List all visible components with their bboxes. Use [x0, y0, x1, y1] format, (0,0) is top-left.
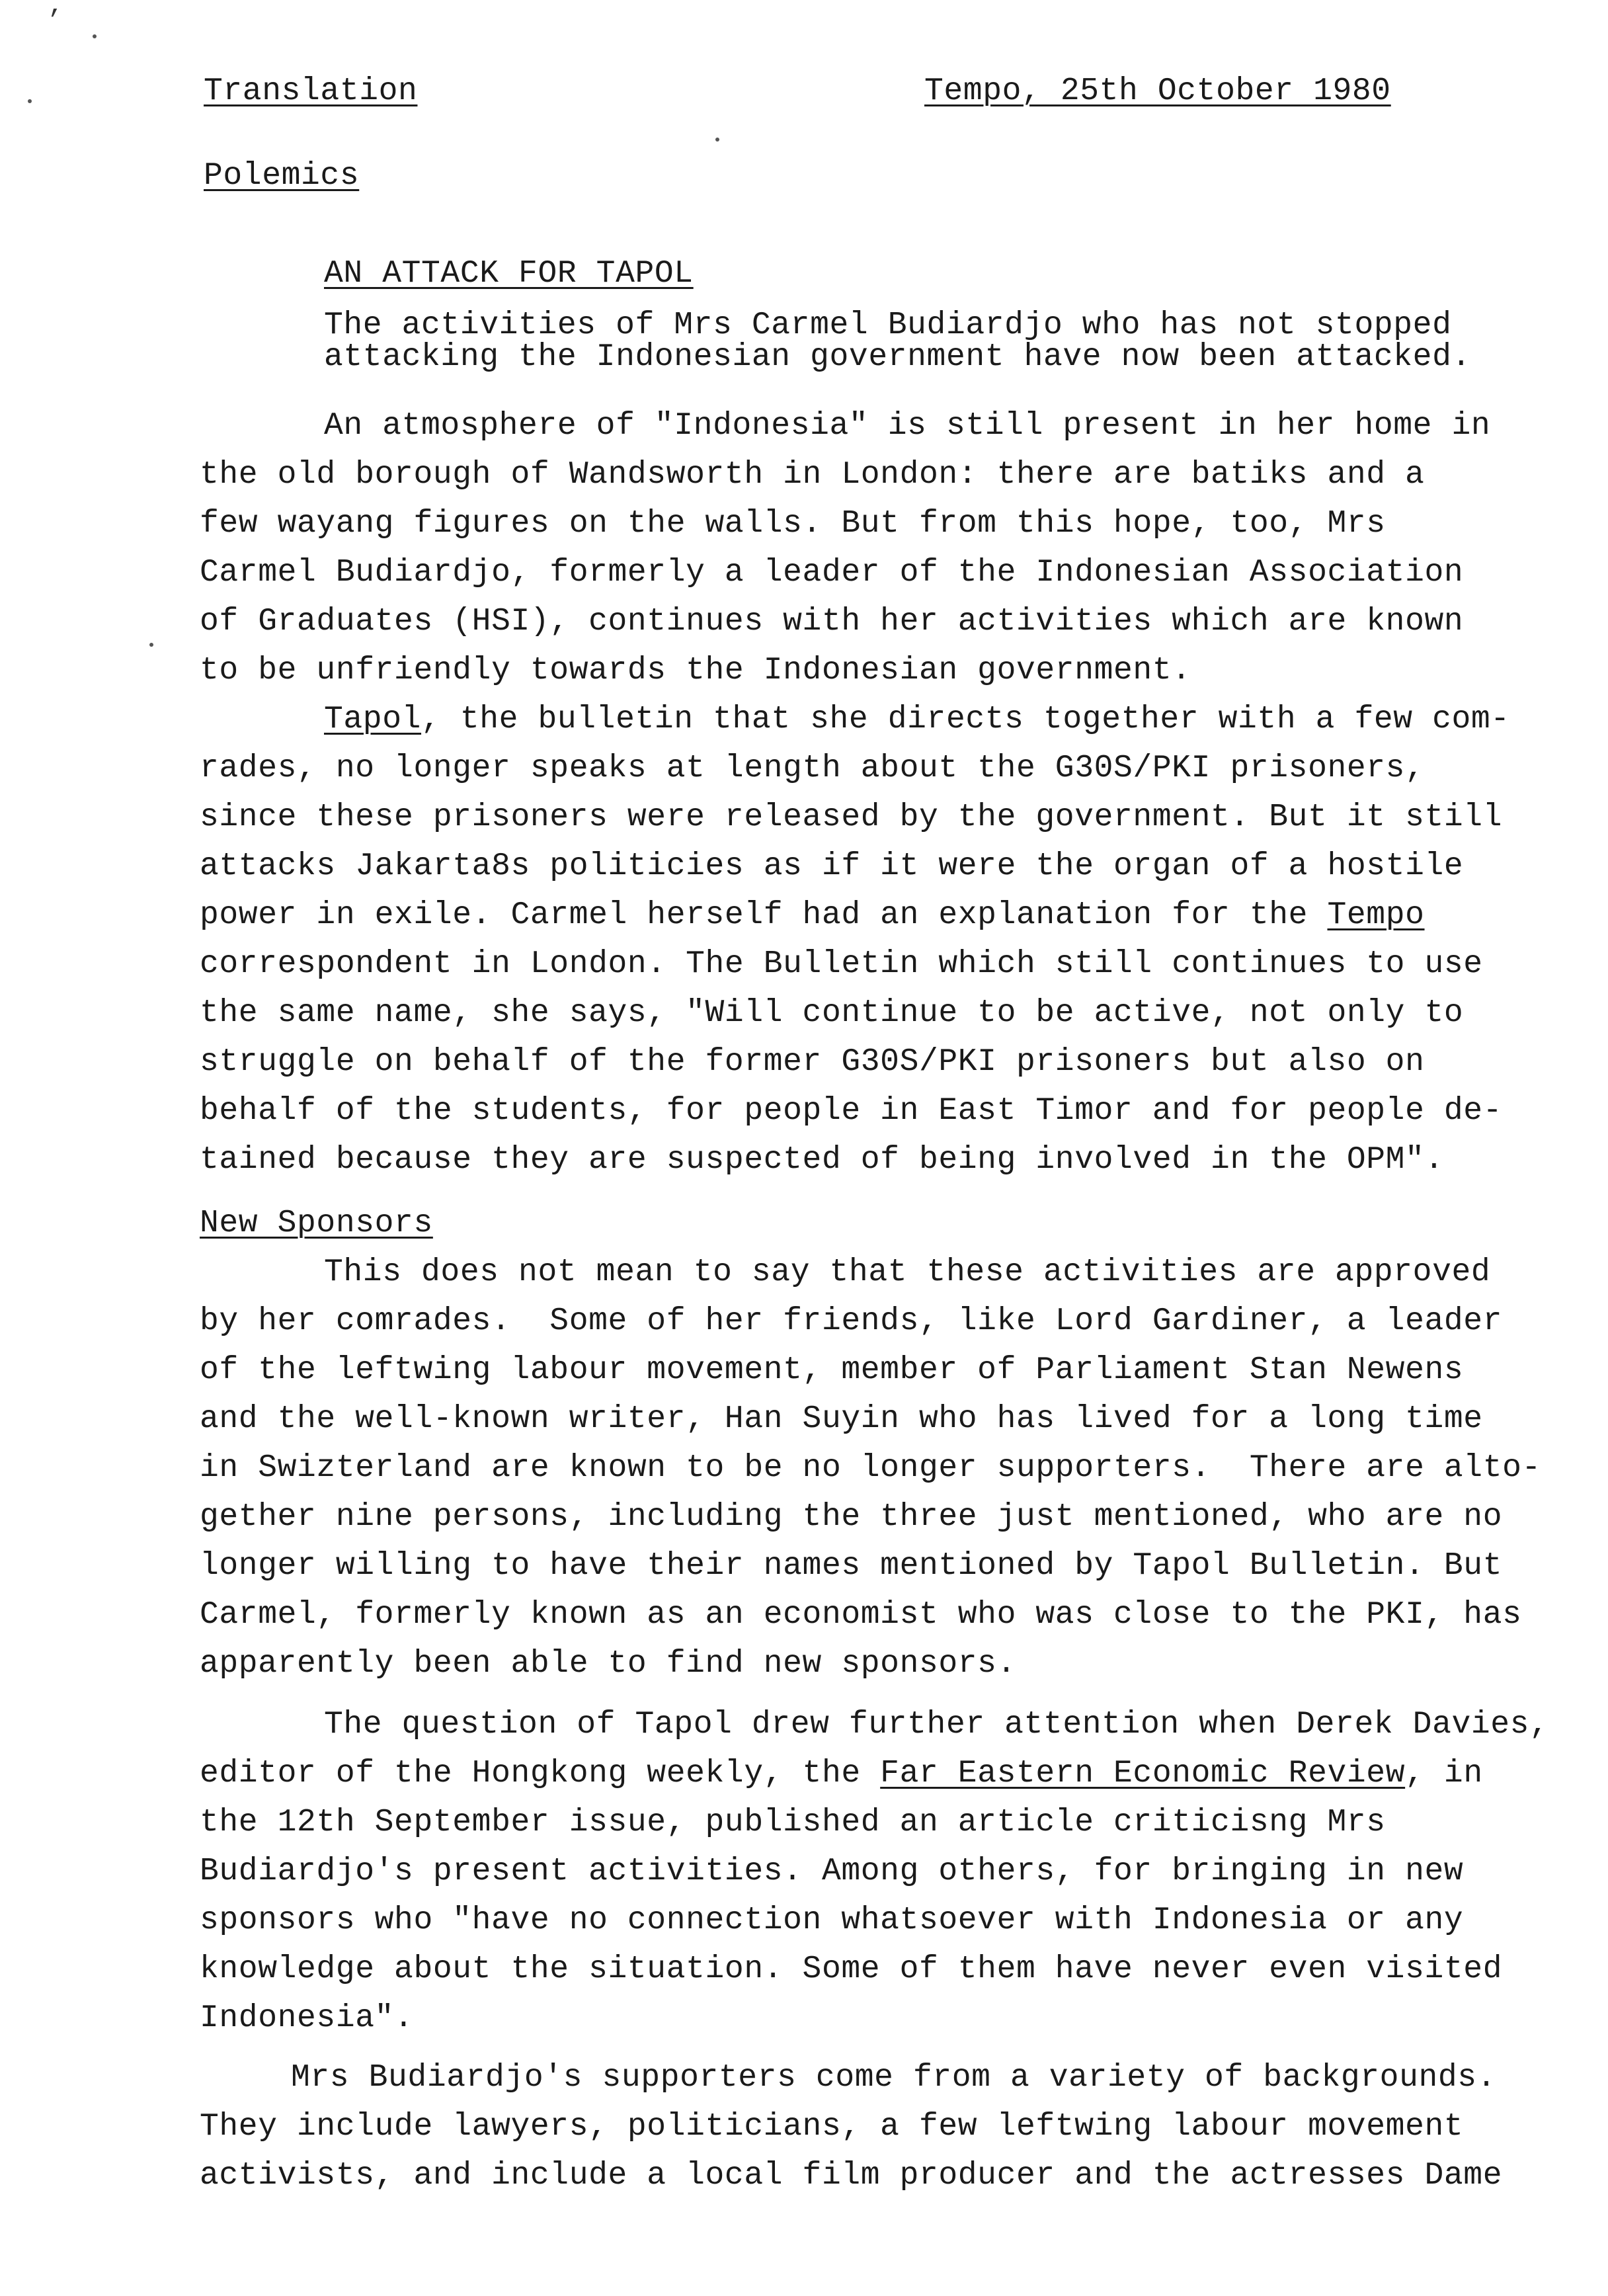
body-line: rades, no longer speaks at length about the G30S/PKI prisoners,	[200, 751, 1425, 786]
body-line: the same name, she says, "Will continue to be active, not only to	[200, 995, 1464, 1031]
body-text: power in exile. Carmel herself had an explanation for the	[200, 897, 1328, 933]
body-line: This does not mean to say that these activities are approved	[324, 1254, 1491, 1290]
body-line: Carmel, formerly known as an economist who was close to the PKI, has	[200, 1597, 1522, 1633]
body-line: activists, and include a local film producer and the actresses Dame	[200, 2158, 1503, 2194]
body-text: editor of the Hongkong weekly, the	[200, 1756, 881, 1791]
section-heading: Polemics	[204, 158, 360, 194]
subheading: New Sponsors	[200, 1206, 433, 1241]
body-line: sponsors who "have no connection whatsoever with Indonesia or any	[200, 1903, 1464, 1938]
body-line: An atmosphere of "Indonesia" is still present in her home in	[324, 408, 1491, 444]
publication-name: Tempo	[1327, 897, 1425, 933]
body-line: correspondent in London. The Bulletin which still continues to use	[200, 946, 1483, 982]
body-line: few wayang figures on the walls. But from this hope, too, Mrs	[200, 506, 1386, 542]
lead-line: The activities of Mrs Carmel Budiardjo who has not stopped	[324, 308, 1452, 343]
body-line: Budiardjo's present activities. Among others, for bringing in new	[200, 1854, 1464, 1889]
body-line: to be unfriendly towards the Indonesian government.	[200, 653, 1191, 688]
body-line	[200, 1754, 1483, 1793]
publication-name: Far Eastern Economic Review	[880, 1756, 1406, 1791]
publication-name: Tapol	[324, 702, 422, 737]
lead-line: attacking the Indonesian government have now been attacked.	[324, 339, 1471, 375]
body-line: The question of Tapol drew further attention when Derek Davies,	[324, 1707, 1549, 1742]
margin-speck	[715, 138, 719, 142]
body-line: Mrs Budiardjo's supporters come from a variety of backgrounds.	[291, 2060, 1497, 2096]
body-line: and the well-known writer, Han Suyin who has lived for a long time	[200, 1401, 1483, 1437]
body-line: behalf of the students, for people in East Timor and for people de-	[200, 1093, 1503, 1129]
body-line: of Graduates (HSI), continues with her activities which are known	[200, 604, 1464, 639]
body-line: knowledge about the situation. Some of them have never even visited	[200, 1951, 1503, 1987]
body-line	[200, 895, 1425, 935]
body-line: in Swizterland are known to be no longer supporters. There are alto-	[200, 1450, 1541, 1486]
body-text: , the bulletin that she directs together with a few com-	[421, 702, 1510, 737]
body-line: the old borough of Wandsworth in London: there are batiks and a	[200, 457, 1425, 493]
body-line: They include lawyers, politicians, a few leftwing labour movement	[200, 2109, 1464, 2145]
body-line: Indonesia".	[200, 2000, 414, 2036]
body-line: tained because they are suspected of being involved in the OPM".	[200, 1142, 1444, 1178]
body-line: attacks Jakarta8s politicies as if it were the organ of a hostile	[200, 848, 1464, 884]
body-line: the 12th September issue, published an article criticisng Mrs	[200, 1805, 1386, 1840]
body-line: of the leftwing labour movement, member of Parliament Stan Newens	[200, 1352, 1464, 1388]
body-line: gether nine persons, including the three just mentioned, who are no	[200, 1499, 1503, 1535]
margin-speck	[93, 34, 97, 38]
margin-mark: ’	[46, 7, 63, 36]
body-line: struggle on behalf of the former G30S/PKI prisoners but also on	[200, 1044, 1425, 1080]
body-line: apparently been able to find new sponsors.	[200, 1646, 1016, 1682]
header-source-date: Tempo, 25th October 1980	[924, 73, 1391, 109]
margin-speck	[149, 643, 153, 647]
body-line: since these prisoners were released by the government. But it still	[200, 800, 1503, 835]
margin-speck	[28, 99, 32, 103]
body-line: longer willing to have their names mentioned by Tapol Bulletin. But	[200, 1548, 1503, 1584]
body-text: , in	[1405, 1756, 1483, 1791]
article-title: AN ATTACK FOR TAPOL	[324, 256, 694, 292]
body-line: Carmel Budiardjo, formerly a leader of the Indonesian Association	[200, 555, 1464, 591]
body-line	[324, 700, 1510, 739]
header-label: Translation	[204, 73, 418, 109]
body-line: by her comrades. Some of her friends, like Lord Gardiner, a leader	[200, 1303, 1503, 1339]
